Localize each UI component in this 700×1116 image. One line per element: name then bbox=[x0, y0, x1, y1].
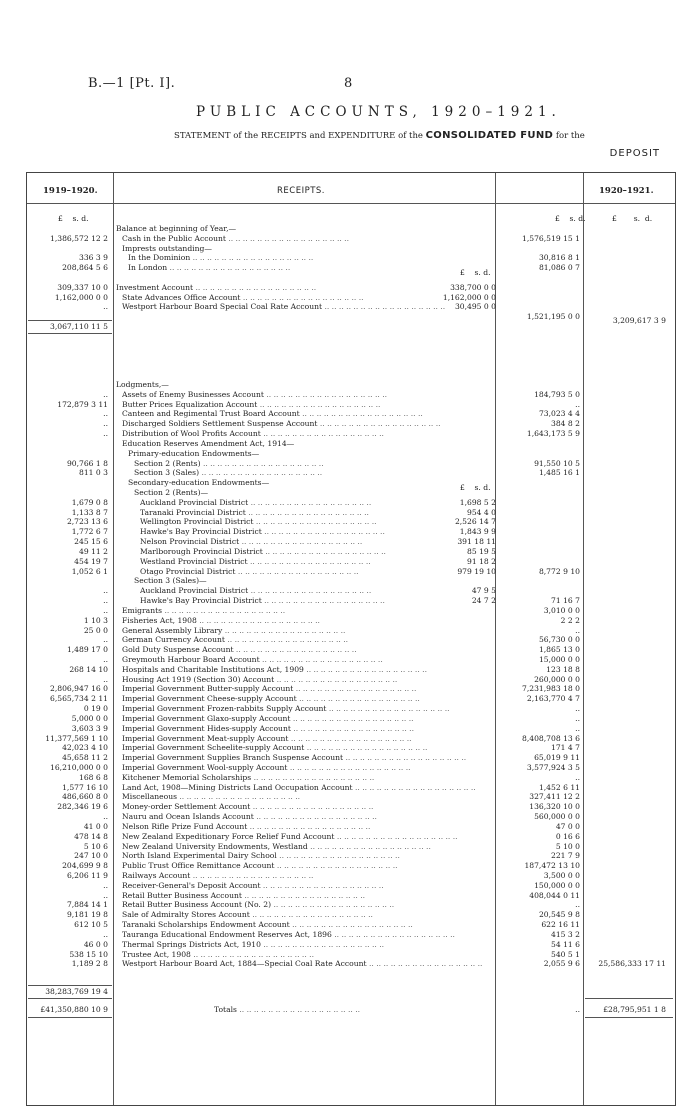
row-label: Balance at beginning of Year,— bbox=[116, 224, 237, 233]
table-row bbox=[0, 626, 700, 636]
row-label: Otago Provincial District .. bbox=[140, 567, 484, 577]
row-label: Sale of Admiralty Stores Account .. bbox=[122, 910, 484, 920]
prev-totals-rule-bottom bbox=[28, 1017, 112, 1018]
table-row bbox=[0, 822, 700, 832]
table-row bbox=[0, 881, 700, 891]
amount-1919-1920: 9,181 19 8 bbox=[66, 910, 108, 920]
amount-1919-1920: 90,766 1 8 bbox=[66, 458, 108, 468]
row-label: Section 3 (Sales)— bbox=[134, 576, 207, 586]
amount-1919-1920: 282,346 19 6 bbox=[57, 802, 108, 812]
table-row bbox=[0, 293, 700, 303]
table-row bbox=[0, 400, 700, 410]
amount-1920-1921: 187,472 13 10 bbox=[524, 861, 580, 871]
amount-1919-1920: .. bbox=[103, 635, 108, 645]
amount-1919-1920: 208,864 5 6 bbox=[62, 263, 108, 273]
row-label: In the Dominion .. bbox=[128, 253, 484, 263]
amount-1920-1921: 2 2 2 bbox=[560, 615, 580, 625]
amount-1919-1920: 486,660 8 0 bbox=[62, 792, 108, 802]
column-header-1920-1921: 1920–1921. bbox=[599, 186, 654, 196]
amount-1919-1920: 1 10 3 bbox=[83, 615, 108, 625]
table-row bbox=[0, 832, 700, 842]
table-row bbox=[0, 891, 700, 901]
amount-1919-1920: .. bbox=[103, 596, 108, 606]
amount-subcolumn: 979 19 10 bbox=[457, 566, 496, 576]
amount-subcolumn: 1,162,000 0 0 bbox=[442, 292, 496, 302]
amount-1919-1920: .. bbox=[103, 929, 108, 939]
amount-1919-1920: 538 15 10 bbox=[69, 949, 108, 959]
amount-1920-1921: 3,577,924 3 5 bbox=[526, 762, 580, 772]
table-row bbox=[0, 675, 700, 685]
row-label: Gold Duty Suspense Account .. bbox=[122, 645, 484, 655]
amount-1919-1920: 3,603 3 9 bbox=[71, 723, 108, 733]
amount-1920-1921: 136,320 10 0 bbox=[529, 802, 580, 812]
amount-1920-1921: 221 7 9 bbox=[551, 851, 580, 861]
amount-1920-1921: 1,521,195 0 0 bbox=[526, 312, 580, 322]
table-row bbox=[0, 851, 700, 861]
amount-1919-1920: 336 3 9 bbox=[79, 253, 108, 263]
row-label: Retail Butter Business Account .. bbox=[122, 891, 484, 901]
amount-1920-1921: 1,643,173 5 9 bbox=[526, 429, 580, 439]
prev-lsd-header: £ s. d. bbox=[58, 214, 89, 223]
table-row bbox=[0, 390, 700, 400]
amount-1920-1921: 30,816 8 1 bbox=[538, 253, 580, 263]
amount-1919-1920: 478 14 8 bbox=[74, 831, 108, 841]
totals-row bbox=[0, 1005, 700, 1015]
table-row bbox=[0, 557, 700, 567]
row-label: Nelson Rifle Prize Fund Account .. bbox=[122, 822, 484, 832]
amount-1919-1920: 5 10 6 bbox=[83, 841, 108, 851]
amount-1919-1920: .. bbox=[103, 586, 108, 596]
amount-1919-1920: .. bbox=[103, 605, 108, 615]
row-label: Assets of Enemy Businesses Account .. bbox=[122, 390, 484, 400]
amount-1919-1920: 172,879 3 11 bbox=[57, 399, 108, 409]
amount-1919-1920: 2,806,947 16 0 bbox=[50, 684, 108, 694]
table-row bbox=[0, 429, 700, 439]
amount-1919-1920: 25 0 0 bbox=[83, 625, 108, 635]
row-label: Section 2 (Rents) .. bbox=[134, 459, 484, 469]
row-label: Discharged Soldiers Settlement Suspense Account .. bbox=[122, 419, 484, 429]
row-label: State Advances Office Account .. bbox=[122, 293, 484, 303]
amount-1919-1920: 1,489 17 0 bbox=[66, 645, 108, 655]
row-label: Taranaki Scholarships Endowment Account .. bbox=[122, 920, 484, 930]
amount-subcolumn: 30,495 0 0 bbox=[454, 302, 496, 312]
row-label: Imperial Government Supplies Branch Suspense Account .. bbox=[122, 753, 484, 763]
row-label: Nelson Provincial District .. bbox=[140, 537, 484, 547]
amount-1919-1920: 247 10 0 bbox=[74, 851, 108, 861]
amount-1920-1921: 73,023 4 4 bbox=[538, 409, 580, 419]
row-label: Emigrants .. bbox=[122, 606, 484, 616]
amount-1920-1921: 408,044 0 11 bbox=[529, 890, 580, 900]
row-label: Tauranga Educational Endowment Reserves Act, 1896 .. bbox=[122, 930, 484, 940]
table-row bbox=[0, 959, 700, 969]
row-label: Hawke's Bay Provincial District .. bbox=[140, 596, 484, 606]
grand-total-cur: .. bbox=[575, 1005, 580, 1014]
amount-1919-1920: 1,162,000 0 0 bbox=[54, 292, 108, 302]
amount-1919-1920: 11,377,569 1 10 bbox=[45, 733, 108, 743]
amount-1919-1920: 42,023 4 10 bbox=[62, 743, 108, 753]
row-label: Land Act, 1908—Mining Districts Land Occupation Account .. bbox=[122, 783, 484, 793]
amount-1920-1921: .. bbox=[575, 625, 580, 635]
table-row bbox=[0, 263, 700, 273]
table-row bbox=[0, 724, 700, 734]
amount-subcolumn: 24 7 2 bbox=[471, 596, 496, 606]
row-label: Marlborough Provincial District .. bbox=[140, 547, 484, 557]
table-row bbox=[0, 792, 700, 802]
amount-1919-1920: 1,679 0 8 bbox=[71, 497, 108, 507]
table-row bbox=[0, 488, 700, 498]
amount-1919-1920: .. bbox=[103, 419, 108, 429]
row-label: New Zealand Expeditionary Force Relief Fund Account .. bbox=[122, 832, 484, 842]
amount-1920-1921: 56,730 0 0 bbox=[538, 635, 580, 645]
row-label: Wellington Provincial District .. bbox=[140, 517, 484, 527]
row-label: Imperial Government Scheelite-supply Account .. bbox=[122, 743, 484, 753]
table-row bbox=[0, 684, 700, 694]
table-row bbox=[0, 439, 700, 449]
amount-1919-1920: 6,206 11 9 bbox=[66, 871, 108, 880]
row-label: Fisheries Act, 1908 .. bbox=[122, 616, 484, 626]
prev-lodgments-rule bbox=[28, 985, 112, 986]
amount-1919-1920: 1,133 8 7 bbox=[71, 507, 108, 517]
amount-1919-1920: 268 14 10 bbox=[69, 664, 108, 674]
amount-1919-1920: .. bbox=[103, 654, 108, 664]
amount-1920-1921: 622 16 11 bbox=[541, 920, 580, 930]
row-label: General Assembly Library .. bbox=[122, 626, 484, 636]
amount-1920-1921: 0 16 6 bbox=[555, 831, 580, 841]
amount-1919-1920: 16,210,000 0 0 bbox=[50, 762, 108, 772]
amount-1919-1920: .. bbox=[103, 389, 108, 399]
table-row bbox=[0, 527, 700, 537]
row-label: Miscellaneous .. bbox=[122, 792, 484, 802]
amount-1919-1920: 6,565,734 2 11 bbox=[50, 694, 108, 704]
table-row bbox=[0, 606, 700, 616]
amount-subcolumn: 391 18 11 bbox=[457, 537, 496, 547]
table-row bbox=[0, 616, 700, 626]
table-row bbox=[0, 302, 700, 312]
row-label: Auckland Provincial District .. bbox=[140, 498, 484, 508]
amount-1920-1921: 1,576,519 15 1 bbox=[522, 233, 580, 243]
table-row bbox=[0, 586, 700, 596]
table-row bbox=[0, 449, 700, 459]
deposit-heading: DEPOSIT bbox=[609, 148, 660, 159]
amount-1919-1920: 454 19 7 bbox=[74, 556, 108, 566]
row-label: New Zealand University Endowments, Westland .. bbox=[122, 842, 484, 852]
amount-1919-1920: .. bbox=[103, 880, 108, 890]
table-row bbox=[0, 842, 700, 852]
amount-1919-1920: .. bbox=[103, 409, 108, 419]
table-row bbox=[0, 802, 700, 812]
amount-1919-1920: 2,723 13 6 bbox=[66, 517, 108, 527]
amount-1920-1921: 3,500 0 0 bbox=[543, 871, 580, 880]
table-row bbox=[0, 930, 700, 940]
table-row bbox=[0, 547, 700, 557]
amount-1919-1920: 41 0 0 bbox=[83, 821, 108, 831]
row-label: German Currency Account .. bbox=[122, 635, 484, 645]
amount-1920-1921: 2,163,770 4 7 bbox=[526, 694, 580, 704]
table-row bbox=[0, 537, 700, 547]
table-row bbox=[0, 419, 700, 429]
grand-total-fund: £28,795,951 1 8 bbox=[603, 1005, 666, 1014]
amount-1920-1921: 2,055 9 6 bbox=[543, 959, 580, 969]
amount-1919-1920: 1,386,572 12 2 bbox=[50, 233, 108, 243]
row-label: Taranaki Provincial District .. bbox=[140, 508, 484, 518]
amount-1920-1921: .. bbox=[575, 713, 580, 723]
section2-total-row bbox=[0, 987, 700, 997]
amount-1920-1921: 7,231,983 18 0 bbox=[522, 684, 580, 694]
table-row bbox=[0, 763, 700, 773]
amount-1919-1920: 1,772 6 7 bbox=[71, 527, 108, 537]
amount-1920-1921: 1,485 16 1 bbox=[538, 468, 580, 478]
row-label: Secondary-education Endowments— bbox=[128, 478, 270, 488]
table-row bbox=[0, 468, 700, 478]
amount-1919-1920: 7,884 14 1 bbox=[66, 900, 108, 910]
amount-1919-1920: 245 15 6 bbox=[74, 537, 108, 547]
table-row bbox=[0, 743, 700, 753]
amount-1919-1920: 1,189 2 8 bbox=[71, 959, 108, 969]
table-row bbox=[0, 704, 700, 714]
amount-1920-1921: 184,793 5 0 bbox=[534, 389, 580, 399]
table-row bbox=[0, 665, 700, 675]
row-label: Section 3 (Sales) .. bbox=[134, 468, 484, 478]
amount-1920-1921: 8,772 9 10 bbox=[538, 566, 580, 576]
amount-1919-1920: 0 19 0 bbox=[83, 704, 108, 714]
row-label: Hawke's Bay Provincial District .. bbox=[140, 527, 484, 537]
amount-1919-1920: .. bbox=[103, 890, 108, 900]
amount-1919-1920: .. bbox=[103, 429, 108, 439]
row-label: Imperial Government Butter-supply Account .. bbox=[122, 684, 484, 694]
table-row bbox=[0, 900, 700, 910]
amount-1920-1921: 71 16 7 bbox=[551, 596, 580, 606]
table-row bbox=[0, 517, 700, 527]
amount-subcolumn: 85 19 5 bbox=[467, 546, 496, 556]
amount-1919-1920: .. bbox=[103, 812, 108, 822]
row-label: Distribution of Wool Profits Account .. bbox=[122, 429, 484, 439]
amount-1919-1920: 5,000 0 0 bbox=[71, 713, 108, 723]
table-row bbox=[0, 655, 700, 665]
subtitle-fund-name: CONSOLIDATED FUND bbox=[425, 130, 554, 141]
table-row bbox=[0, 273, 700, 283]
table-row bbox=[0, 283, 700, 293]
table-row bbox=[0, 910, 700, 920]
table-row bbox=[0, 635, 700, 645]
table-row bbox=[0, 753, 700, 763]
row-label: Imperial Government Hides-supply Account .. bbox=[122, 724, 484, 734]
amount-1919-1920: .. bbox=[103, 674, 108, 684]
row-label: Imprests outstanding— bbox=[122, 243, 212, 253]
table-row bbox=[0, 459, 700, 469]
amount-1919-1920: 49 11 2 bbox=[79, 546, 108, 556]
row-label: Education Reserves Amendment Act, 1914— bbox=[122, 438, 295, 448]
table-row bbox=[0, 253, 700, 263]
row-label: Westport Harbour Board Act, 1884—Special Coal Rate Account .. bbox=[122, 959, 484, 969]
amount-1920-1921: 123 18 8 bbox=[546, 664, 580, 674]
row-label: Auckland Provincial District .. bbox=[140, 586, 484, 596]
amount-subcolumn: 338,700 0 0 bbox=[450, 282, 496, 292]
statement-subtitle bbox=[174, 130, 585, 141]
table-row bbox=[0, 409, 700, 419]
table-row bbox=[0, 498, 700, 508]
amount-1919-1920: 612 10 5 bbox=[74, 920, 108, 930]
amount-1920-1921: 15,000 0 0 bbox=[538, 654, 580, 664]
amount-1919-1920: 1,577 16 10 bbox=[62, 782, 108, 792]
table-row bbox=[0, 773, 700, 783]
section1-prev-total: 3,067,110 11 5 bbox=[50, 322, 108, 331]
row-label: North Island Experimental Dairy School .. bbox=[122, 851, 484, 861]
prev-subtotal-rule-bottom bbox=[28, 333, 112, 334]
table-row bbox=[0, 234, 700, 244]
row-label: Westland Provincial District .. bbox=[140, 557, 484, 567]
amount-1920-1921: 540 5 1 bbox=[551, 949, 580, 959]
row-label: Imperial Government Meat-supply Account .. bbox=[122, 734, 484, 744]
subtitle-prefix: STATEMENT of the RECEIPTS and EXPENDITURE of the bbox=[174, 131, 423, 141]
row-label: Investment Account .. bbox=[116, 283, 484, 293]
amount-1920-1921: 20,545 9 8 bbox=[538, 910, 580, 920]
row-label: Imperial Government Cheese-supply Account .. bbox=[122, 694, 484, 704]
row-label: Retail Butter Business Account (No. 2) .. bbox=[122, 900, 484, 910]
amount-1920-1921: 91,550 10 5 bbox=[534, 458, 580, 468]
table-row bbox=[0, 596, 700, 606]
amount-fund-total: 25,586,333 17 11 bbox=[598, 959, 666, 969]
table-row bbox=[0, 645, 700, 655]
amount-1920-1921: 65,019 9 11 bbox=[534, 753, 580, 763]
section2-prev-total: 38,283,769 19 4 bbox=[45, 987, 108, 996]
table-row bbox=[0, 312, 700, 322]
row-label: In London .. bbox=[128, 263, 484, 273]
amount-1919-1920: 811 0 3 bbox=[79, 468, 108, 478]
table-row bbox=[0, 940, 700, 950]
amount-subcolumn: 954 4 0 bbox=[467, 507, 496, 517]
table-row bbox=[0, 567, 700, 577]
row-label: Cash in the Public Account .. bbox=[122, 234, 484, 244]
subtitle-suffix: for the bbox=[555, 131, 585, 141]
amount-subcolumn: 2,526 14 7 bbox=[454, 517, 496, 527]
amount-1920-1921: 8,408,708 13 6 bbox=[522, 733, 580, 743]
amount-1919-1920: 46 0 0 bbox=[83, 939, 108, 949]
row-label: Nauru and Ocean Islands Account .. bbox=[122, 812, 484, 822]
page-title: PUBLIC ACCOUNTS, 1920–1921. bbox=[196, 104, 561, 120]
amount-1920-1921: 1,865 13 0 bbox=[538, 645, 580, 655]
table-row bbox=[0, 871, 700, 881]
mid-lsd-header-2: £ s. d. bbox=[460, 483, 491, 492]
table-row bbox=[0, 478, 700, 488]
section1-fund-total: 3,209,617 3 9 bbox=[612, 316, 666, 325]
column-header-receipts: RECEIPTS. bbox=[277, 186, 326, 196]
amount-1920-1921: .. bbox=[575, 772, 580, 782]
table-row bbox=[0, 950, 700, 960]
row-label: Section 2 (Rents)— bbox=[134, 488, 209, 498]
table-row bbox=[0, 380, 700, 390]
column-header-1919-1920: 1919–1920. bbox=[43, 186, 98, 196]
row-label: Butter Prices Equalization Account .. bbox=[122, 400, 484, 410]
prev-totals-rule bbox=[28, 998, 112, 999]
amount-subcolumn: 1,698 5 2 bbox=[459, 497, 496, 507]
amount-1920-1921: .. bbox=[575, 723, 580, 733]
amount-1920-1921: 81,086 0 7 bbox=[538, 263, 580, 273]
amount-1919-1920: .. bbox=[103, 302, 108, 312]
amount-1920-1921: .. bbox=[575, 704, 580, 714]
amount-subcolumn: 47 9 5 bbox=[471, 586, 496, 596]
row-label: Kitchener Memorial Scholarships .. bbox=[122, 773, 484, 783]
table-row bbox=[0, 812, 700, 822]
cur-lsd-header: £ s. d. bbox=[555, 214, 586, 223]
table-row bbox=[0, 694, 700, 704]
row-label: Lodgments,— bbox=[116, 380, 169, 389]
amount-1920-1921: 171 4 7 bbox=[551, 743, 580, 753]
row-label: Imperial Government Frozen-rabbits Supply Account .. bbox=[122, 704, 484, 714]
amount-1920-1921: 150,000 0 0 bbox=[534, 880, 580, 890]
row-label: Thermal Springs Districts Act, 1910 .. bbox=[122, 940, 484, 950]
amount-subcolumn: 91 18 2 bbox=[467, 556, 496, 566]
document-reference: B.—1 [Pt. I]. bbox=[88, 76, 176, 91]
header-divider bbox=[27, 203, 675, 204]
table-row bbox=[0, 783, 700, 793]
page-number: 8 bbox=[344, 76, 353, 91]
amount-1920-1921: 54 11 6 bbox=[551, 939, 580, 949]
amount-1920-1921: 384 8 2 bbox=[551, 419, 580, 429]
table-row bbox=[0, 508, 700, 518]
table-row bbox=[0, 576, 700, 586]
row-label: Imperial Government Glaxo-supply Account .. bbox=[122, 714, 484, 724]
row-label: Public Trust Office Remittance Account .. bbox=[122, 861, 484, 871]
amount-1919-1920: 168 6 8 bbox=[79, 772, 108, 782]
row-label: Trustee Act, 1908 .. bbox=[122, 950, 484, 960]
total-lsd-header: £ s. d. bbox=[612, 214, 653, 223]
amount-1920-1921: 1,452 6 11 bbox=[538, 782, 580, 792]
amount-1920-1921: 415 3 2 bbox=[551, 929, 580, 939]
totals-label: Totals .. bbox=[214, 1005, 484, 1015]
row-label: Westport Harbour Board Special Coal Rate Account .. bbox=[122, 302, 484, 312]
row-label: Money-order Settlement Account .. bbox=[122, 802, 484, 812]
amount-1920-1921: 560,000 0 0 bbox=[534, 812, 580, 822]
row-label: Imperial Government Wool-supply Account .. bbox=[122, 763, 484, 773]
table-row bbox=[0, 920, 700, 930]
amount-1920-1921: 327,411 12 2 bbox=[529, 792, 580, 802]
mid-lsd-header: £ s. d. bbox=[460, 268, 491, 277]
amount-1920-1921: .. bbox=[575, 900, 580, 910]
table-row bbox=[0, 861, 700, 871]
amount-1920-1921: 260,000 0 0 bbox=[534, 674, 580, 684]
amount-1919-1920: 204,699 9 8 bbox=[62, 861, 108, 871]
amount-1919-1920: 1,052 6 1 bbox=[71, 566, 108, 576]
amount-subcolumn: 1,843 9 9 bbox=[459, 527, 496, 537]
amount-1920-1921: 3,010 0 0 bbox=[543, 605, 580, 615]
row-label: Railways Account .. bbox=[122, 871, 484, 881]
row-label: Greymouth Harbour Board Account .. bbox=[122, 655, 484, 665]
amount-1919-1920: 45,658 11 2 bbox=[62, 753, 108, 763]
fund-totals-rule-bottom bbox=[585, 1017, 673, 1018]
row-label: Receiver-General's Deposit Account .. bbox=[122, 881, 484, 891]
fund-totals-rule bbox=[585, 998, 673, 999]
row-label: Hospitals and Charitable Institutions Act, 1909 .. bbox=[122, 665, 484, 675]
row-label: Housing Act 1919 (Section 30) Account .. bbox=[122, 675, 484, 685]
table-row bbox=[0, 734, 700, 744]
amount-1920-1921: 47 0 0 bbox=[555, 821, 580, 831]
table-row bbox=[0, 224, 700, 234]
amount-1919-1920: 309,337 10 0 bbox=[57, 282, 108, 292]
table-row bbox=[0, 714, 700, 724]
amount-1920-1921: 5 10 0 bbox=[555, 841, 580, 851]
row-label: Primary-education Endowments— bbox=[128, 448, 260, 458]
grand-total-prev: £41,350,880 10 9 bbox=[40, 1005, 108, 1014]
row-label: Canteen and Regimental Trust Board Account .. bbox=[122, 409, 484, 419]
amount-1920-1921: .. bbox=[575, 399, 580, 409]
table-row bbox=[0, 244, 700, 254]
